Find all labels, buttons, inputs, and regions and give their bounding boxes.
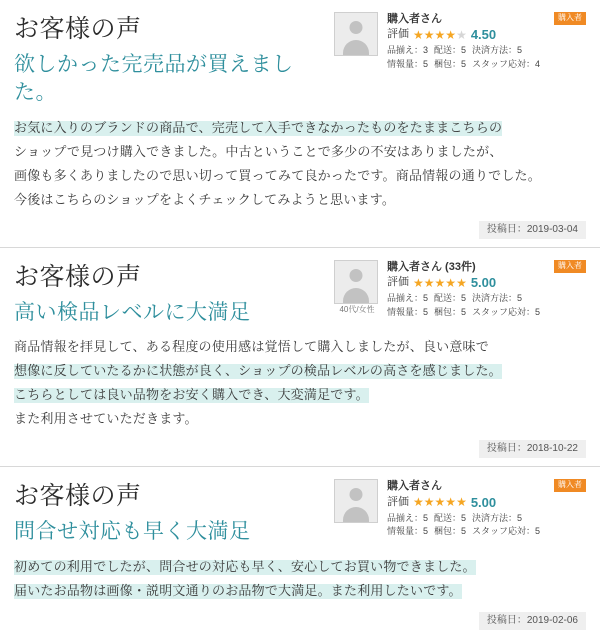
avatar-wrap xyxy=(334,12,380,71)
avatar-wrap xyxy=(334,260,380,319)
review-line: 商品情報を拝見して、ある程度の使用感は覚悟して購入しましたが、良い意味で xyxy=(14,340,489,356)
posted-date: 投稿日：2018-10-22 xyxy=(479,440,586,458)
subscore-table xyxy=(387,44,586,71)
subscore-table xyxy=(387,512,586,539)
review-title: 高い検品レベルに大満足 xyxy=(14,299,251,324)
review-header xyxy=(14,479,586,545)
subscore-item: 品揃え：5 xyxy=(387,293,429,304)
subscore-table xyxy=(387,292,586,319)
review-line: 画像も多くありましたので思い切って買ってみて良かったです。商品情報の通りでした。 xyxy=(14,168,541,184)
subscore-row xyxy=(387,58,586,72)
rating-score: 5.00 xyxy=(470,275,497,291)
rating-row xyxy=(387,28,586,41)
star-rating-icon: ★★★★★ xyxy=(413,27,467,42)
review-card xyxy=(0,0,600,247)
status-badge: 購入者 xyxy=(554,479,586,492)
date-row xyxy=(14,610,586,630)
subscore-item: 配送：5 xyxy=(434,45,467,56)
avatar xyxy=(334,479,378,523)
review-line: 初めての利用でしたが、問合せの対応も早く、安心してお買い物できました。 xyxy=(14,559,476,575)
review-heading-block xyxy=(14,260,334,326)
review-body xyxy=(14,556,586,604)
review-body xyxy=(14,117,586,213)
date-row xyxy=(14,219,586,239)
rating-label: 評価 xyxy=(387,276,409,289)
review-header xyxy=(14,12,586,107)
subscore-item: 情報量：5 xyxy=(387,58,429,69)
subscore-item: スタッフ応対：5 xyxy=(472,526,541,537)
review-line: 想像に反していたるかに状態が良く、ショップの検品レベルの高さを感じました。 xyxy=(14,364,502,380)
star-rating-icon: ★★★★★ xyxy=(413,275,467,290)
review-line: お気に入りのブランドの商品で、完売して入手できなかったものをたままこちらの xyxy=(14,120,503,136)
rating-label: 評価 xyxy=(387,495,409,508)
review-heading-block xyxy=(14,479,334,545)
rating-score: 5.00 xyxy=(470,494,497,510)
rating-score: 4.50 xyxy=(470,27,497,43)
subscore-item: 配送：5 xyxy=(434,293,467,304)
reviewer-block xyxy=(334,260,586,319)
review-line: ショップで見つけ購入できました。中古ということで多少の不安はありましたが、 xyxy=(14,144,503,160)
avatar-wrap xyxy=(334,479,380,538)
subscore-item: 品揃え：5 xyxy=(387,512,429,523)
subscore-row xyxy=(387,306,586,320)
review-heading-block xyxy=(14,12,334,107)
section-heading: お客様の声 xyxy=(14,261,142,291)
subscore-item: 梱包：5 xyxy=(434,306,467,317)
avatar xyxy=(334,260,378,304)
subscore-item: 決済方法：5 xyxy=(472,512,523,523)
subscore-item: 情報量：5 xyxy=(387,526,429,537)
review-header xyxy=(14,260,586,326)
section-heading: お客様の声 xyxy=(14,14,142,43)
subscore-item: 梱包：5 xyxy=(434,58,467,69)
status-badge: 購入者 xyxy=(554,260,586,273)
section-heading: お客様の声 xyxy=(14,481,142,511)
subscore-item: 品揃え：3 xyxy=(387,45,429,56)
reviewer-name: 購入者さん xyxy=(387,13,442,25)
review-title: 欲しかった完売品が買えました。 xyxy=(14,52,294,105)
rating-row xyxy=(387,496,586,509)
subscore-item: 梱包：5 xyxy=(434,526,467,537)
review-title: 問合せ対応も早く大満足 xyxy=(14,519,251,544)
subscore-item: 情報量：5 xyxy=(387,306,429,317)
subscore-item: スタッフ応対：4 xyxy=(472,58,541,69)
reviewer-name: 購入者さん xyxy=(387,480,442,493)
reviewer-block xyxy=(334,12,586,71)
date-row xyxy=(14,438,586,458)
review-line: また利用させていただきます。 xyxy=(14,412,198,428)
review-card xyxy=(0,247,600,467)
review-card xyxy=(0,466,600,637)
posted-date: 投稿日：2019-02-06 xyxy=(479,612,586,630)
subscore-row xyxy=(387,525,586,539)
review-line: 今後はこちらのショップをよくチェックしてみようと思います。 xyxy=(14,192,396,208)
status-badge: 購入者 xyxy=(554,12,586,25)
avatar-caption: 40代/女性 xyxy=(339,304,375,314)
subscore-row xyxy=(387,512,586,526)
subscore-item: 配送：5 xyxy=(434,512,467,523)
subscore-item: 決済方法：5 xyxy=(472,45,523,56)
subscore-row xyxy=(387,44,586,58)
reviewer-block xyxy=(334,479,586,538)
review-line: 届いたお品物は画像・説明文通りのお品物で大満足。また利用したいです。 xyxy=(14,583,462,599)
star-rating-icon: ★★★★★ xyxy=(413,495,467,510)
subscore-row xyxy=(387,292,586,306)
reviewer-name: 購入者さん (33件) xyxy=(387,260,476,273)
subscore-item: 決済方法：5 xyxy=(472,293,523,304)
rating-row xyxy=(387,276,586,289)
avatar xyxy=(334,12,378,56)
review-body xyxy=(14,336,586,432)
rating-label: 評価 xyxy=(387,28,409,41)
posted-date: 投稿日：2019-03-04 xyxy=(479,221,586,239)
subscore-item: スタッフ応対：5 xyxy=(472,306,541,317)
review-line: こちらとしては良い品物をお安く購入でき、大変満足です。 xyxy=(14,388,369,404)
